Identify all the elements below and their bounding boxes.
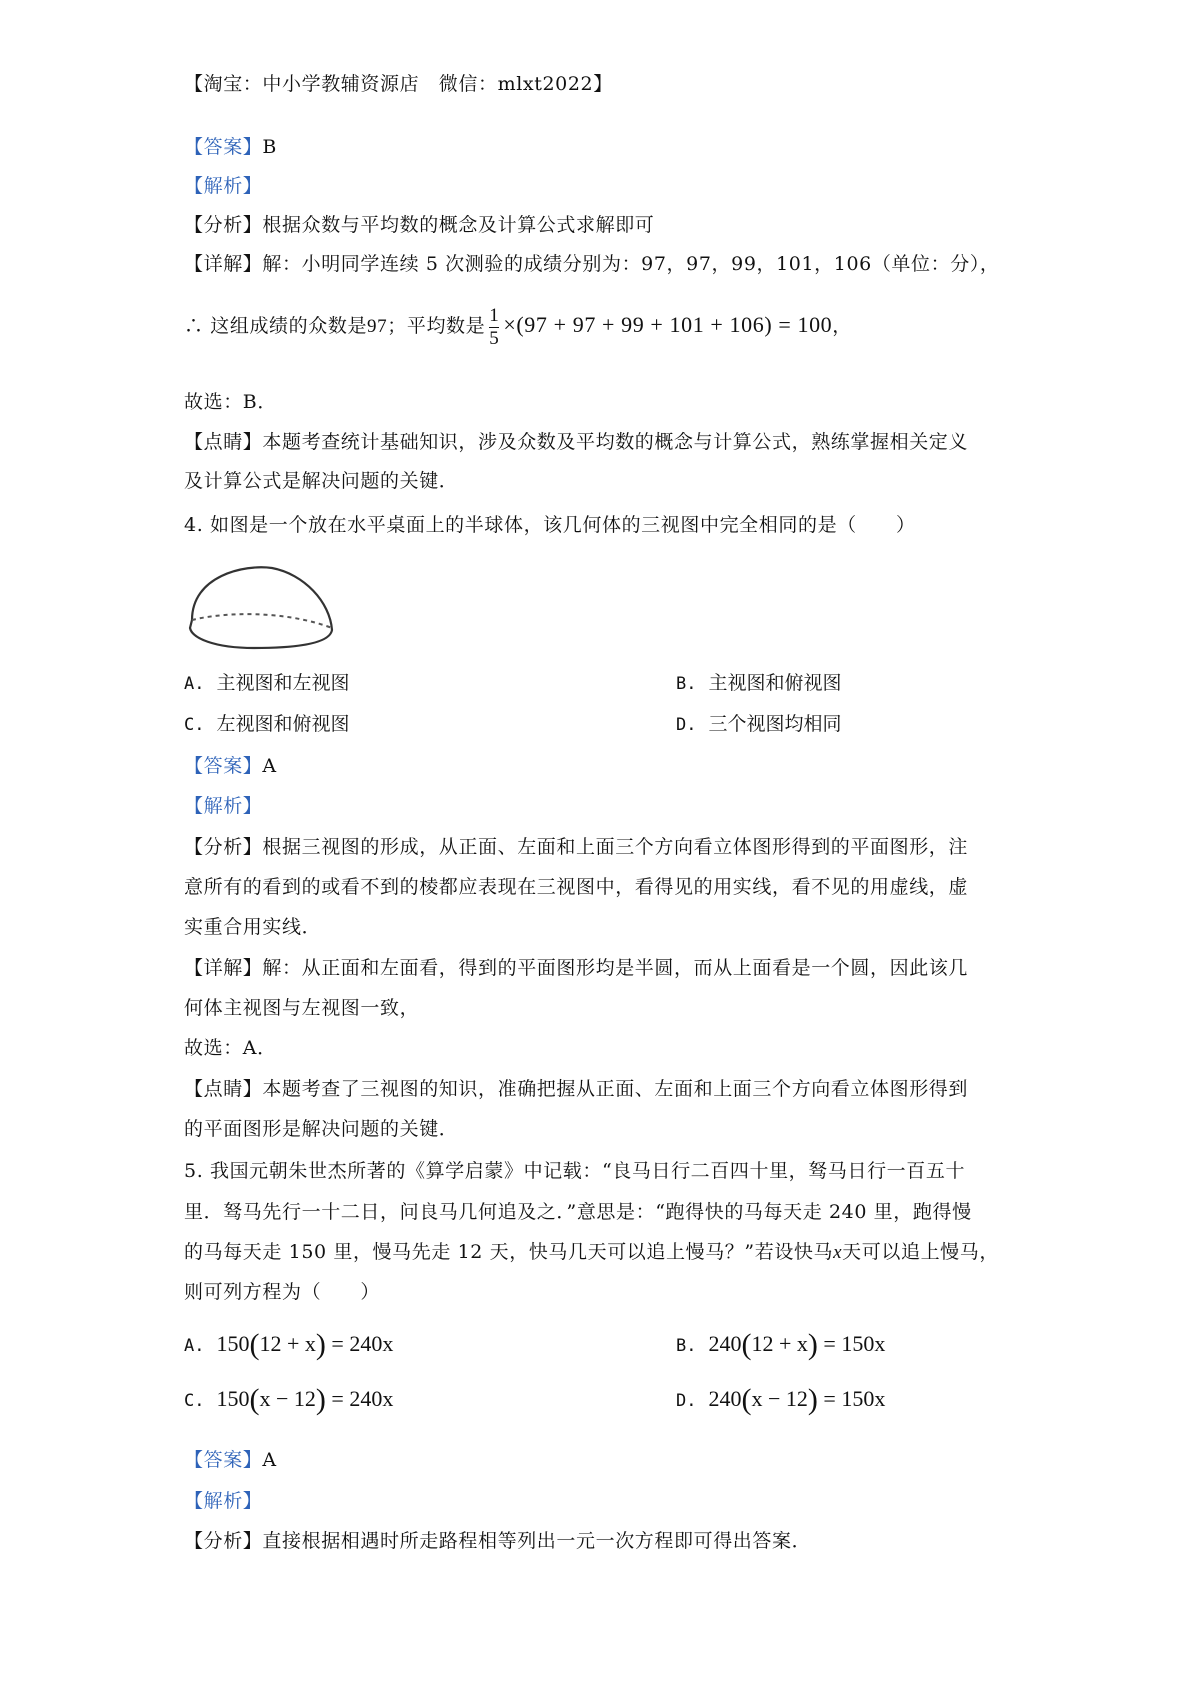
fenxi-text: 根据众数与平均数的概念及计算公式求解即可 [262, 214, 655, 236]
fraction-numerator: 1 [489, 304, 500, 326]
fenxi-tag: 【分析】 [184, 1530, 263, 1552]
calc-mid: ；平均数是 [387, 315, 486, 337]
q4-option-d [676, 710, 842, 739]
q4-xiangjie-2: 何体主视图与左视图一致， [184, 997, 420, 1019]
q5-answer-line [184, 1446, 277, 1474]
answer-tag: 【答案】 [184, 1449, 263, 1471]
xiangjie-text: 解：小明同学连续 5 次测验的成绩分别为：97，97，99，101，106（单位：分）， [262, 253, 1000, 275]
dianjing-tag: 【点睛】 [184, 1078, 263, 1100]
q4-fenxi-3: 实重合用实线． [184, 916, 322, 938]
q4-option-b [676, 669, 842, 698]
q4-dianjing-2: 的平面图形是解决问题的关键． [184, 1118, 459, 1140]
q4-option-c [184, 710, 350, 739]
dianjing-text: 本题考查统计基础知识，涉及众数及平均数的概念与计算公式，熟练掌握相关定义 [262, 431, 969, 453]
q3-guxuan: 故选：B． [184, 391, 277, 413]
option-text: 三个视图均相同 [708, 713, 842, 735]
fenxi-tag: 【分析】 [184, 214, 263, 236]
variable-x: x [833, 1242, 843, 1263]
q4-fenxi-1 [184, 833, 968, 861]
option-label: B. [676, 1336, 697, 1356]
q5-fenxi [184, 1527, 811, 1555]
q5-option-b [676, 1330, 885, 1360]
option-label: D. [676, 1391, 697, 1411]
equation-rhs: = 150x [823, 1386, 886, 1411]
q5-stem-4: 则可列方程为（ ） [184, 1281, 381, 1303]
q4-guxuan: 故选：A． [184, 1037, 277, 1059]
q5-stem-3 [184, 1238, 999, 1267]
q5-option-d [676, 1385, 885, 1415]
equation-inner: x − 12 [751, 1386, 808, 1411]
hemisphere-outline [190, 567, 332, 648]
q5-option-c [184, 1385, 393, 1415]
q3-fenxi [184, 211, 654, 239]
option-label: A. [184, 674, 205, 694]
equation-coefficient: 240 [708, 1386, 742, 1411]
q3-calculation [184, 295, 852, 357]
q4-option-a [184, 669, 350, 698]
fenxi-text: 根据三视图的形成，从正面、左面和上面三个方向看立体图形得到的平面图形，注 [262, 836, 969, 858]
option-label: D. [676, 715, 697, 735]
option-equation: 150(x − 12) = 240x [216, 1383, 394, 1416]
calc-end: ， [832, 315, 852, 337]
q3-dianjing-2: 及计算公式是解决问题的关键． [184, 470, 459, 492]
answer-value: A [262, 755, 277, 777]
option-equation: 240(x − 12) = 150x [708, 1383, 886, 1416]
equation-coefficient: 150 [216, 1386, 250, 1411]
q3-answer-line [184, 133, 277, 161]
calc-expression: ×(97 + 97 + 99 + 101 + 106) = 100 [503, 312, 833, 337]
dianjing-text: 本题考查了三视图的知识，准确把握从正面、左面和上面三个方向看立体图形得到 [262, 1078, 969, 1100]
q4-answer-line [184, 752, 277, 780]
option-label: C. [184, 1391, 205, 1411]
hemisphere-figure [184, 562, 336, 652]
q5-stem-1: 5. 我国元朝朱世杰所著的《算学启蒙》中记载：“良马日行二百四十里，驽马日行一百五十 [184, 1160, 966, 1182]
q4-xiangjie-1 [184, 954, 968, 982]
answer-tag: 【答案】 [184, 136, 263, 158]
q3-xiangjie [184, 250, 1000, 278]
answer-tag: 【答案】 [184, 755, 263, 777]
answer-value: B [262, 136, 277, 158]
option-text: 主视图和俯视图 [708, 672, 842, 694]
option-text: 主视图和左视图 [216, 672, 350, 694]
q4-stem: 4. 如图是一个放在水平桌面上的半球体，该几何体的三视图中完全相同的是（ ） [184, 514, 916, 536]
option-label: A. [184, 1336, 205, 1356]
q5-option-a [184, 1330, 393, 1360]
answer-value: A [262, 1449, 277, 1471]
hidden-edge-dashed [192, 614, 332, 628]
equation-rhs: = 240x [331, 1386, 394, 1411]
option-label: B. [676, 674, 697, 694]
equation-inner: 12 + x [751, 1331, 808, 1356]
fenxi-tag: 【分析】 [184, 836, 263, 858]
option-text: 左视图和俯视图 [216, 713, 350, 735]
page-header: 【淘宝：中小学教辅资源店 微信：mlxt2022】 [184, 73, 613, 95]
stem-text: 天可以追上慢马， [842, 1241, 999, 1263]
equation-inner: 12 + x [259, 1331, 316, 1356]
equation-rhs: = 240x [331, 1331, 394, 1356]
equation-rhs: = 150x [823, 1331, 886, 1356]
q4-fenxi-2: 意所有的看到的或看不到的棱都应表现在三视图中，看得见的用实线，看不见的用虚线，虚 [184, 876, 969, 898]
equation-inner: x − 12 [259, 1386, 316, 1411]
equation-coefficient: 240 [708, 1331, 742, 1356]
option-equation: 240(12 + x) = 150x [708, 1328, 886, 1361]
q3-dianjing-1 [184, 428, 968, 456]
equation-coefficient: 150 [216, 1331, 250, 1356]
analysis-tag: 【解析】 [184, 175, 263, 197]
analysis-tag: 【解析】 [184, 795, 263, 817]
xiangjie-tag: 【详解】 [184, 253, 263, 275]
fraction-denominator: 5 [489, 327, 500, 349]
option-label: C. [184, 715, 205, 735]
analysis-tag: 【解析】 [184, 1490, 263, 1512]
q4-dianjing-1 [184, 1075, 968, 1103]
xiangjie-text: 解：从正面和左面看，得到的平面图形均是半圆，而从上面看是一个圆，因此该几 [262, 957, 969, 979]
calc-mode: 97 [367, 316, 388, 337]
fenxi-text: 直接根据相遇时所走路程相等列出一元一次方程即可得出答案． [262, 1530, 812, 1552]
option-equation: 150(12 + x) = 240x [216, 1328, 394, 1361]
xiangjie-tag: 【详解】 [184, 957, 263, 979]
fraction [489, 305, 499, 350]
dianjing-tag: 【点睛】 [184, 431, 263, 453]
stem-text: 的马每天走 150 里，慢马先走 12 天，快马几天可以追上慢马？”若设快马 [184, 1241, 834, 1263]
q5-stem-2: 里．驽马先行一十二日，问良马几何追及之．”意思是：“跑得快的马每天走 240 里，跑得慢 [184, 1201, 972, 1223]
calc-prefix: ∴ 这组成绩的众数是 [184, 315, 368, 337]
